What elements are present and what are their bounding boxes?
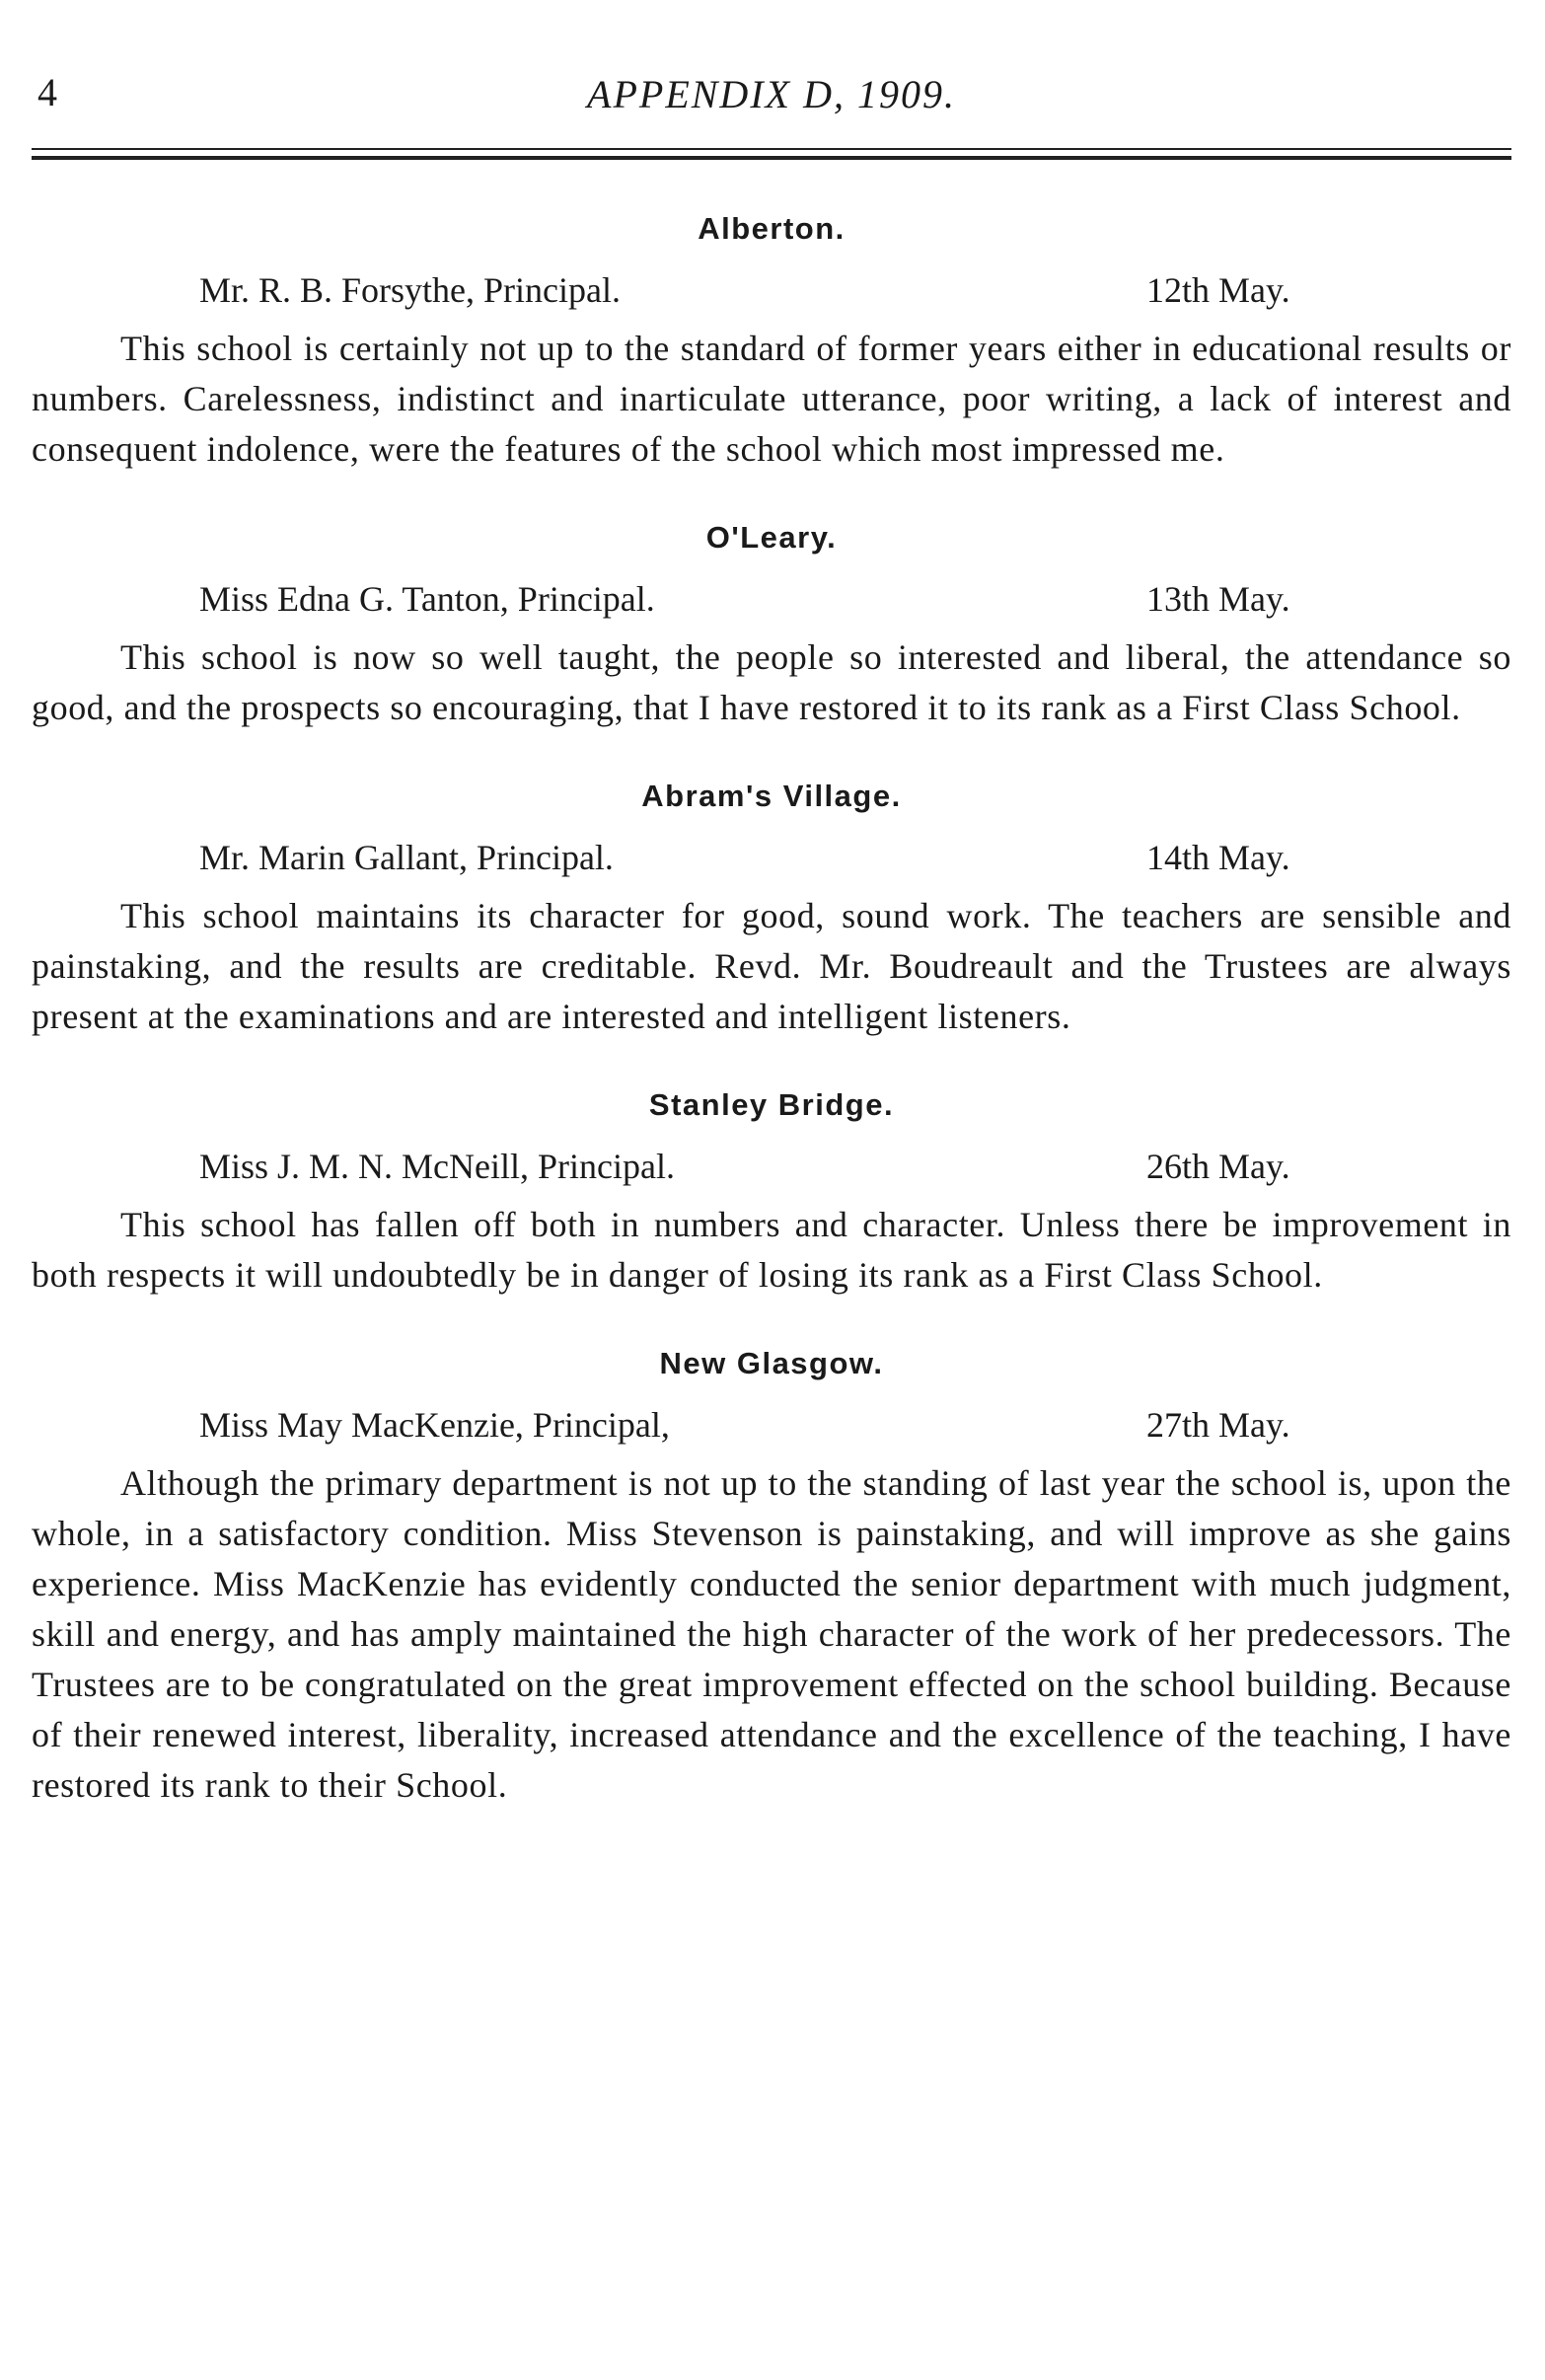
principal-name: Miss J. M. N. McNeill, Principal. bbox=[199, 1147, 675, 1186]
page-number: 4 bbox=[37, 70, 57, 114]
section-stanley-bridge bbox=[32, 1083, 1511, 1301]
section-text: Although the primary department is not up to the standing of last year the school is, upon the whole, in a satisfactory condition. Miss Stevenson is painstaking, and will improve as she gains experience. Miss MacKenzie has evidently conducted the senior department with much judgment, skill and energy, and has amply maintained the high character of the work of her predecessors. The Trustees are to be congratulated on the great improvement effected on the school building. Because of their renewed interest, liberality, increased attendance and the excellence of the teaching, I have restored its rank to their School. bbox=[32, 1463, 1511, 1805]
section-text: This school is certainly not up to the standard of former years either in educational results or numbers. Carelessness, indistinct and inarticulate utterance, poor writing, a lack of interest and consequent indolence, were the features of the school which most impressed me. bbox=[32, 329, 1511, 469]
section-oleary bbox=[32, 516, 1511, 733]
principal-line bbox=[32, 830, 1511, 885]
principal-line bbox=[32, 262, 1511, 318]
principal-name: Miss Edna G. Tanton, Principal. bbox=[199, 579, 655, 619]
section-title: O'Leary. bbox=[705, 520, 838, 555]
section-alberton bbox=[32, 207, 1511, 475]
inspection-date: 14th May. bbox=[1146, 838, 1290, 877]
section-text: This school has fallen off both in numbers and character. Unless there be improvement in both respects it will undoubtedly be in danger of losing its rank as a First Class School. bbox=[32, 1205, 1511, 1295]
principal-name: Mr. Marin Gallant, Principal. bbox=[199, 838, 614, 877]
section-title: Alberton. bbox=[698, 211, 846, 246]
inspection-date: 26th May. bbox=[1146, 1147, 1290, 1186]
inspection-date: 13th May. bbox=[1146, 579, 1290, 619]
page-header bbox=[32, 63, 1511, 122]
principal-line bbox=[32, 571, 1511, 627]
section-title: New Glasgow. bbox=[659, 1346, 884, 1380]
inspection-date: 27th May. bbox=[1146, 1405, 1290, 1445]
principal-line bbox=[32, 1397, 1511, 1452]
section-title: Stanley Bridge. bbox=[648, 1087, 895, 1122]
running-title: APPENDIX D, 1909. bbox=[587, 72, 956, 116]
section-abrams-village bbox=[32, 775, 1511, 1042]
section-new-glasgow bbox=[32, 1342, 1511, 1811]
section-title: Abram's Village. bbox=[641, 779, 902, 813]
principal-line bbox=[32, 1139, 1511, 1194]
report-body bbox=[32, 207, 1511, 1852]
section-text: This school is now so well taught, the people so interested and liberal, the attendance so good, and the prospects so encouraging, that I have restored it to its rank as a First Class School. bbox=[32, 637, 1511, 727]
header-rule bbox=[32, 148, 1511, 160]
principal-name: Mr. R. B. Forsythe, Principal. bbox=[199, 270, 622, 310]
inspection-date: 12th May. bbox=[1146, 270, 1290, 310]
principal-name: Miss May MacKenzie, Principal, bbox=[199, 1405, 670, 1445]
section-text: This school maintains its character for good, sound work. The teachers are sensible and painstaking, and the results are creditable. Revd. Mr. Boudreault and the Trustees are always present at the examinations and are interested and intelligent listeners. bbox=[32, 896, 1511, 1036]
